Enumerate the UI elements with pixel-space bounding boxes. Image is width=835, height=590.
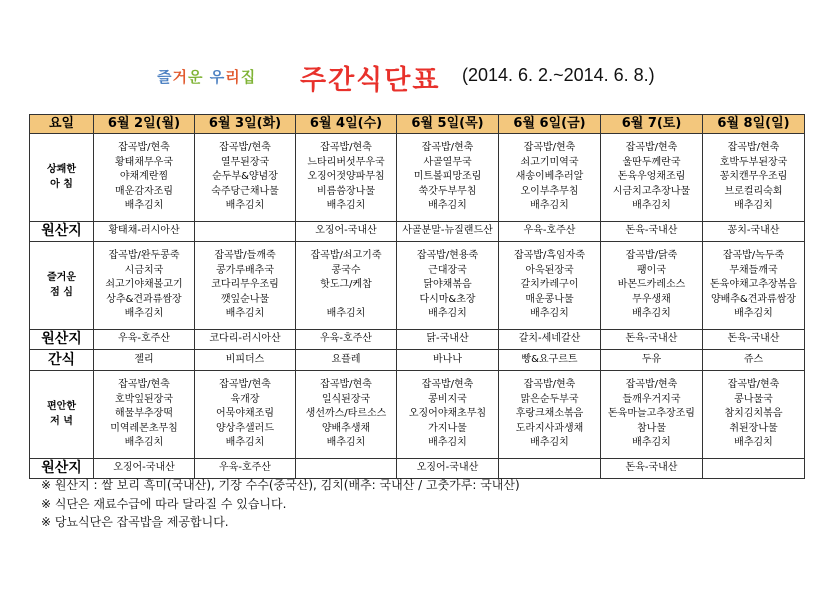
menu-cell: [195, 242, 296, 330]
dinner-row: [30, 371, 805, 459]
menu-item: 참나물: [637, 422, 666, 434]
menu-item: 잡곡밥/녹두죽: [722, 250, 785, 262]
menu-item: 쇠고기야채볼고기: [105, 279, 183, 291]
menu-item: 잡곡밥/현축: [219, 142, 271, 154]
menu-item: 갈치카레구이: [520, 279, 579, 291]
note-line: ※ 원산지 : 쌀 보리 흑미(국내산), 기장 수수(중국산), 김치(배추: 국내산 / 고춧가루: 국내산): [41, 478, 520, 492]
day-header: 6월 4일(수): [296, 115, 397, 134]
row-label: [30, 371, 94, 459]
menu-item: 시금치국: [124, 264, 164, 276]
menu-item: 미트볼피망조림: [413, 171, 482, 183]
menu-item: 미역레몬초무침: [110, 422, 178, 434]
menu-item: 잡곡밥/들깨죽: [214, 250, 276, 262]
menu-item: 잡곡밥/현축: [219, 379, 271, 391]
origin-cell: [703, 459, 805, 479]
day-header: 6월 3일(화): [195, 115, 296, 134]
menu-item: 야채계란찜: [119, 171, 169, 183]
menu-item: 배추김치: [530, 437, 569, 449]
menu-cell: [94, 371, 195, 459]
origin-cell: 사골분말-뉴질랜드산: [397, 222, 499, 242]
menu-item: 잡곡밥/현축: [118, 379, 170, 391]
menu-item: 오징어야채초무침: [408, 408, 487, 420]
menu-item: 생선까스/타르소스: [305, 408, 387, 420]
menu-item: 배추김치: [225, 437, 265, 449]
note-line: ※ 식단은 재료수급에 따라 달라질 수 있습니다.: [41, 496, 287, 511]
menu-item: 배추김치: [530, 200, 569, 212]
breakfast-row: [30, 134, 805, 222]
menu-item: 맑은순두부국: [520, 393, 579, 405]
menu-item: 배추김치: [124, 308, 164, 320]
menu-item: 취된장나물: [729, 422, 778, 434]
origin-cell: 돈육-국내산: [601, 459, 703, 479]
menu-item: 잡곡밥/현축: [421, 142, 474, 154]
menu-cell: [296, 242, 397, 330]
menu-cell: [397, 371, 499, 459]
menu-item: 잡곡밥/현용죽: [416, 250, 479, 262]
menu-item: 배추김치: [124, 200, 164, 212]
row-label-line: 즐거운: [47, 271, 76, 283]
menu-cell: [601, 134, 703, 222]
menu-item: 호박두부된장국: [719, 156, 788, 168]
menu-item: 근대장국: [428, 264, 467, 276]
menu-item: 잡곡밥/현축: [727, 379, 780, 391]
menu-item: 호박잎된장국: [115, 393, 173, 405]
row-label-line: 점 심: [50, 286, 73, 298]
row-label: 간식: [30, 350, 94, 371]
menu-cell: [499, 371, 601, 459]
brand-char: 거: [172, 68, 188, 86]
row-label-line: 상쾌한: [47, 163, 76, 175]
menu-item: 양배추생채: [321, 422, 371, 434]
menu-item: 잡곡밥/현축: [118, 142, 170, 154]
snack-cell: 쥬스: [703, 350, 805, 371]
menu-item: 일식된장국: [321, 393, 371, 405]
menu-item: 가지나물: [428, 422, 467, 434]
menu-item: 닭야채볶음: [423, 279, 472, 291]
menu-item: 배추김치: [632, 308, 671, 320]
brand-char: 리: [225, 68, 241, 86]
title-bar: [0, 58, 835, 98]
origin-cell: [195, 222, 296, 242]
menu-item: 해물부추장떡: [115, 408, 173, 420]
menu-item: 양배추&견과류쌈장: [710, 293, 797, 305]
menu-item: 잡곡밥/현축: [421, 379, 474, 391]
menu-cell: [703, 242, 805, 330]
menu-item: 돈육마늘고추장조림: [608, 408, 695, 420]
origin-cell: 돈육-국내산: [601, 330, 703, 350]
menu-item: 돈육우엉채조림: [617, 171, 686, 183]
snack-cell: 요플레: [296, 350, 397, 371]
origin-cell: 돈육-국내산: [601, 222, 703, 242]
menu-item: 핫도그/케찹: [320, 279, 372, 291]
menu-item: 콩국수: [331, 264, 361, 276]
menu-cell: [601, 371, 703, 459]
menu-item: 느타리버섯무우국: [307, 156, 385, 168]
menu-cell: [94, 242, 195, 330]
menu-item: 꽁치캔무우조림: [719, 171, 788, 183]
origin-cell: 오징어-국내산: [397, 459, 499, 479]
snack-cell: 두유: [601, 350, 703, 371]
brand-char: 즐: [157, 68, 173, 86]
menu-cell: [94, 134, 195, 222]
menu-cell: [195, 134, 296, 222]
menu-item: 쇠고기미역국: [520, 156, 579, 168]
row-label: 원산지: [30, 459, 94, 479]
menu-item: [296, 293, 396, 308]
menu-item: 팽이국: [637, 264, 666, 276]
menu-item: 상추&견과류쌈장: [106, 293, 182, 305]
origin-cell: 오징어-국내산: [296, 222, 397, 242]
menu-item: 잡곡밥/현축: [320, 142, 372, 154]
menu-cell: [397, 242, 499, 330]
day-header: 6월 7(토): [601, 115, 703, 134]
menu-item: 코다리무우조림: [211, 279, 279, 291]
menu-item: 잡곡밥/현축: [523, 142, 576, 154]
menu-item: 배추김치: [734, 437, 773, 449]
menu-item: 새송이베추러알: [515, 171, 584, 183]
menu-item: 숙주당근채나물: [211, 185, 279, 197]
menu-item: 시금치고추장나물: [612, 185, 691, 197]
menu-item: 잡곡밥/흑임자죽: [514, 250, 585, 262]
header-row: [30, 115, 805, 134]
row-label: [30, 134, 94, 222]
snack-cell: 젤리: [94, 350, 195, 371]
origin-cell: 꽁치-국내산: [703, 222, 805, 242]
menu-cell: [601, 242, 703, 330]
menu-item: 잡곡밥/쇠고기죽: [310, 250, 382, 262]
snack-row: [30, 350, 805, 371]
menu-item: 양상추샐러드: [216, 422, 274, 434]
menu-item: 배추김치: [225, 308, 265, 320]
date-range: (2014. 6. 2.~2014. 6. 8.): [462, 65, 655, 85]
menu-cell: [195, 371, 296, 459]
origin-cell: 갈치-세네갈산: [499, 330, 601, 350]
menu-item: 배추김치: [428, 308, 467, 320]
menu-item: 사골열무국: [423, 156, 472, 168]
origin-cell: 우육-호주산: [499, 222, 601, 242]
menu-item: 비름씀장나물: [317, 185, 375, 197]
menu-item: 어묵야채조림: [216, 408, 274, 420]
menu-cell: [499, 242, 601, 330]
brand-char: 우: [209, 68, 226, 86]
menu-item: 무우생채: [632, 293, 671, 305]
menu-item: 잡곡밥/현축: [727, 142, 780, 154]
menu-item: 깻잎순나물: [220, 293, 270, 305]
row-label: 원산지: [30, 330, 94, 350]
menu-item: 콩가루배추국: [216, 264, 274, 276]
menu-item: 후랑크채소볶음: [515, 408, 584, 420]
origin-cell: 오징어-국내산: [94, 459, 195, 479]
brand-char: 운: [188, 68, 204, 86]
snack-cell: 바나나: [397, 350, 499, 371]
menu-item: 울딴두께란국: [622, 156, 681, 168]
row-label: 원산지: [30, 222, 94, 242]
day-header: 6월 2일(월): [94, 115, 195, 134]
menu-cell: [397, 134, 499, 222]
row-label: [30, 242, 94, 330]
menu-item: 들깨우거지국: [622, 393, 681, 405]
origin-cell: 황태채-러시아산: [94, 222, 195, 242]
menu-item: 배추김치: [632, 437, 671, 449]
origin-cell: 우육-호주산: [94, 330, 195, 350]
menu-item: 바몬드카레소스: [617, 279, 686, 291]
lunch-row: [30, 242, 805, 330]
menu-item: 콩나물국: [734, 393, 773, 405]
menu-cell: [499, 134, 601, 222]
day-header: 6월 6일(금): [499, 115, 601, 134]
menu-item: 돈육야채고추장볶음: [710, 279, 797, 291]
lunch-origin-row: [30, 330, 805, 350]
menu-item: 잡곡밥/현축: [625, 379, 678, 391]
menu-item: 배추김치: [428, 437, 467, 449]
notes: [41, 476, 520, 532]
brand-name: [157, 66, 256, 87]
menu-item: 배추김치: [326, 308, 366, 320]
menu-item: 배추김치: [326, 200, 366, 212]
menu-item: 배추김치: [632, 200, 671, 212]
menu-item: 열무된장국: [220, 156, 270, 168]
menu-cell: [703, 134, 805, 222]
day-header: 6월 5일(목): [397, 115, 499, 134]
menu-cell: [296, 371, 397, 459]
menu-item: 배추김치: [734, 308, 773, 320]
menu-item: 잡곡밥/완두콩죽: [108, 250, 180, 262]
menu-item: 순두부&양념장: [212, 171, 278, 183]
menu-item: 잡곡밥/현축: [625, 142, 678, 154]
breakfast-origin-row: [30, 222, 805, 242]
menu-item: 무채들깨국: [729, 264, 778, 276]
menu-item: 잡곡밥/현축: [523, 379, 576, 391]
menu-item: 매운감자조림: [115, 185, 173, 197]
snack-cell: 비피더스: [195, 350, 296, 371]
menu-item: 배추김치: [734, 200, 773, 212]
menu-cell: [703, 371, 805, 459]
menu-item: 배추김치: [225, 200, 265, 212]
menu-item: 잡곡밥/닭죽: [625, 250, 678, 262]
menu-item: 오징어젓양파무침: [307, 171, 385, 183]
row-label-line: 편안한: [47, 400, 76, 412]
menu-item: 오이부추무침: [520, 185, 579, 197]
page-title: 주간식단표: [300, 65, 441, 96]
origin-cell: 코다리-러시아산: [195, 330, 296, 350]
menu-item: 아욱된장국: [525, 264, 574, 276]
menu-item: 배추김치: [428, 200, 467, 212]
menu-item: 콩비지국: [428, 393, 467, 405]
row-label-line: 저 녁: [50, 415, 73, 427]
menu-item: 배추김치: [124, 437, 164, 449]
menu-item: 쑥갓두부무침: [418, 185, 477, 197]
row-label-line: 아 침: [50, 178, 73, 190]
menu-item: 잡곡밥/현축: [320, 379, 372, 391]
corner-cell: 요일: [30, 115, 94, 134]
menu-item: 육개장: [230, 393, 260, 405]
note-line: ※ 당뇨식단은 잡곡밥을 제공합니다.: [41, 515, 229, 529]
brand-char: 집: [240, 68, 257, 86]
snack-cell: 빵&요구르트: [499, 350, 601, 371]
menu-item: 배추김치: [530, 308, 569, 320]
menu-item: 매운콩나물: [525, 293, 574, 305]
origin-cell: 닭-국내산: [397, 330, 499, 350]
weekly-menu-table: [29, 114, 805, 479]
day-header: 6월 8일(일): [703, 115, 805, 134]
menu-cell: [296, 134, 397, 222]
origin-cell: 우육-호주산: [195, 459, 296, 479]
menu-item: 황태채무우국: [115, 156, 173, 168]
origin-cell: 우육-호주산: [296, 330, 397, 350]
menu-item: 배추김치: [326, 437, 366, 449]
menu-item: 참치김치볶음: [724, 408, 783, 420]
menu-item: 도라지사과생채: [515, 422, 584, 434]
menu-item: 브로컬리숙회: [724, 185, 783, 197]
menu-item: 다시마&초장: [419, 293, 476, 305]
origin-cell: 돈육-국내산: [703, 330, 805, 350]
